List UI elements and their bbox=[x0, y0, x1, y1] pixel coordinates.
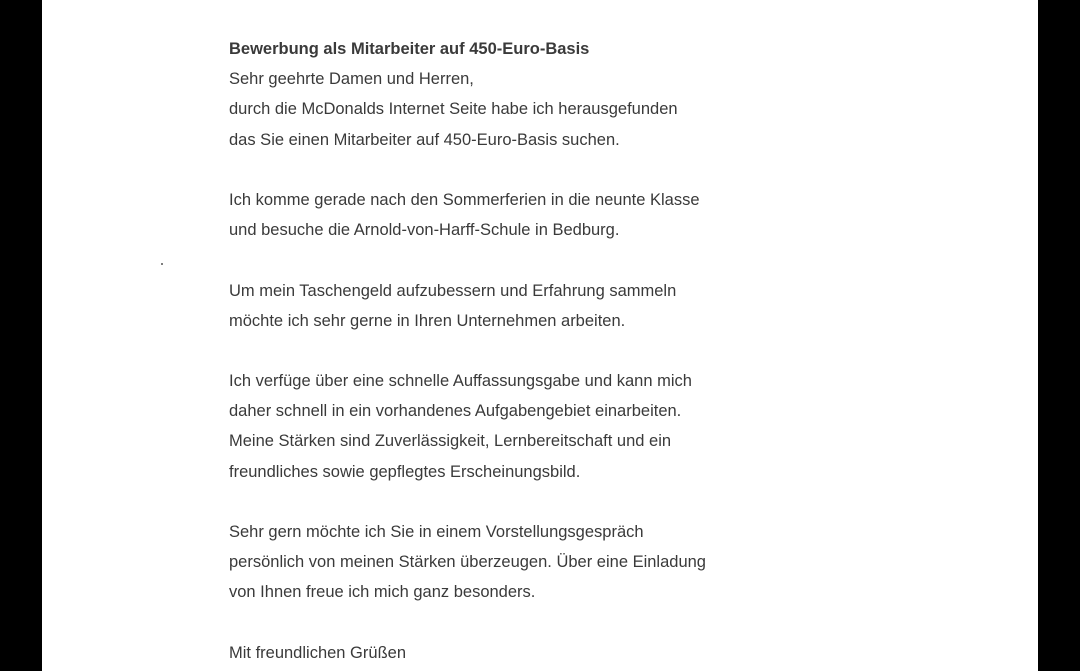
document-page bbox=[42, 0, 1038, 671]
paragraph-line: freundliches sowie gepflegtes Erscheinungsbild. bbox=[229, 462, 581, 481]
paragraph-line: Ich komme gerade nach den Sommerferien in die neunte Klasse bbox=[229, 190, 700, 209]
stray-dot-mark bbox=[161, 263, 163, 265]
paragraph-line: Meine Stärken sind Zuverlässigkeit, Lernbereitschaft und ein bbox=[229, 432, 672, 451]
paragraph-line: Sehr gern möchte ich Sie in einem Vorstellungsgespräch bbox=[229, 523, 644, 541]
paragraph-line: Um mein Taschengeld aufzubessern und Erfahrung sammeln bbox=[229, 281, 677, 300]
paragraph-spacer bbox=[229, 487, 849, 517]
paragraph-4 bbox=[229, 366, 849, 487]
paragraph-spacer bbox=[229, 608, 849, 638]
paragraph-2 bbox=[229, 185, 849, 245]
paragraph-5 bbox=[229, 517, 849, 608]
paragraph-line: und besuche die Arnold-von-Harff-Schule in Bedburg. bbox=[229, 221, 620, 240]
paragraph-line: durch die McDonalds Internet Seite habe ich herausgefunden bbox=[229, 100, 678, 119]
paragraph-1 bbox=[229, 94, 849, 154]
paragraph-line: möchte ich sehr gerne in Ihren Unternehmen arbeiten. bbox=[229, 311, 626, 330]
paragraph-line: das Sie einen Mitarbeiter auf 450-Euro-Basis suchen. bbox=[229, 130, 620, 149]
letter-closing: Mit freundlichen Grüßen bbox=[229, 643, 406, 662]
paragraph-line: Ich verfüge über eine schnelle Auffassungsgabe und kann mich bbox=[229, 372, 692, 391]
paragraph-line: von Ihnen freue ich mich ganz besonders. bbox=[229, 583, 536, 602]
letter-body bbox=[229, 34, 849, 668]
paragraph-line: daher schnell in ein vorhandenes Aufgabengebiet einarbeiten. bbox=[229, 402, 682, 421]
letter-subject: Bewerbung als Mitarbeiter auf 450-Euro-Basis bbox=[229, 40, 590, 58]
paragraph-spacer bbox=[229, 155, 849, 185]
paragraph-spacer bbox=[229, 336, 849, 366]
paragraph-3 bbox=[229, 276, 849, 336]
paragraph-spacer bbox=[229, 245, 849, 275]
paragraph-line: persönlich von meinen Stärken überzeugen. Über eine Einladung bbox=[229, 553, 706, 572]
letter-salutation: Sehr geehrte Damen und Herren, bbox=[229, 70, 474, 89]
